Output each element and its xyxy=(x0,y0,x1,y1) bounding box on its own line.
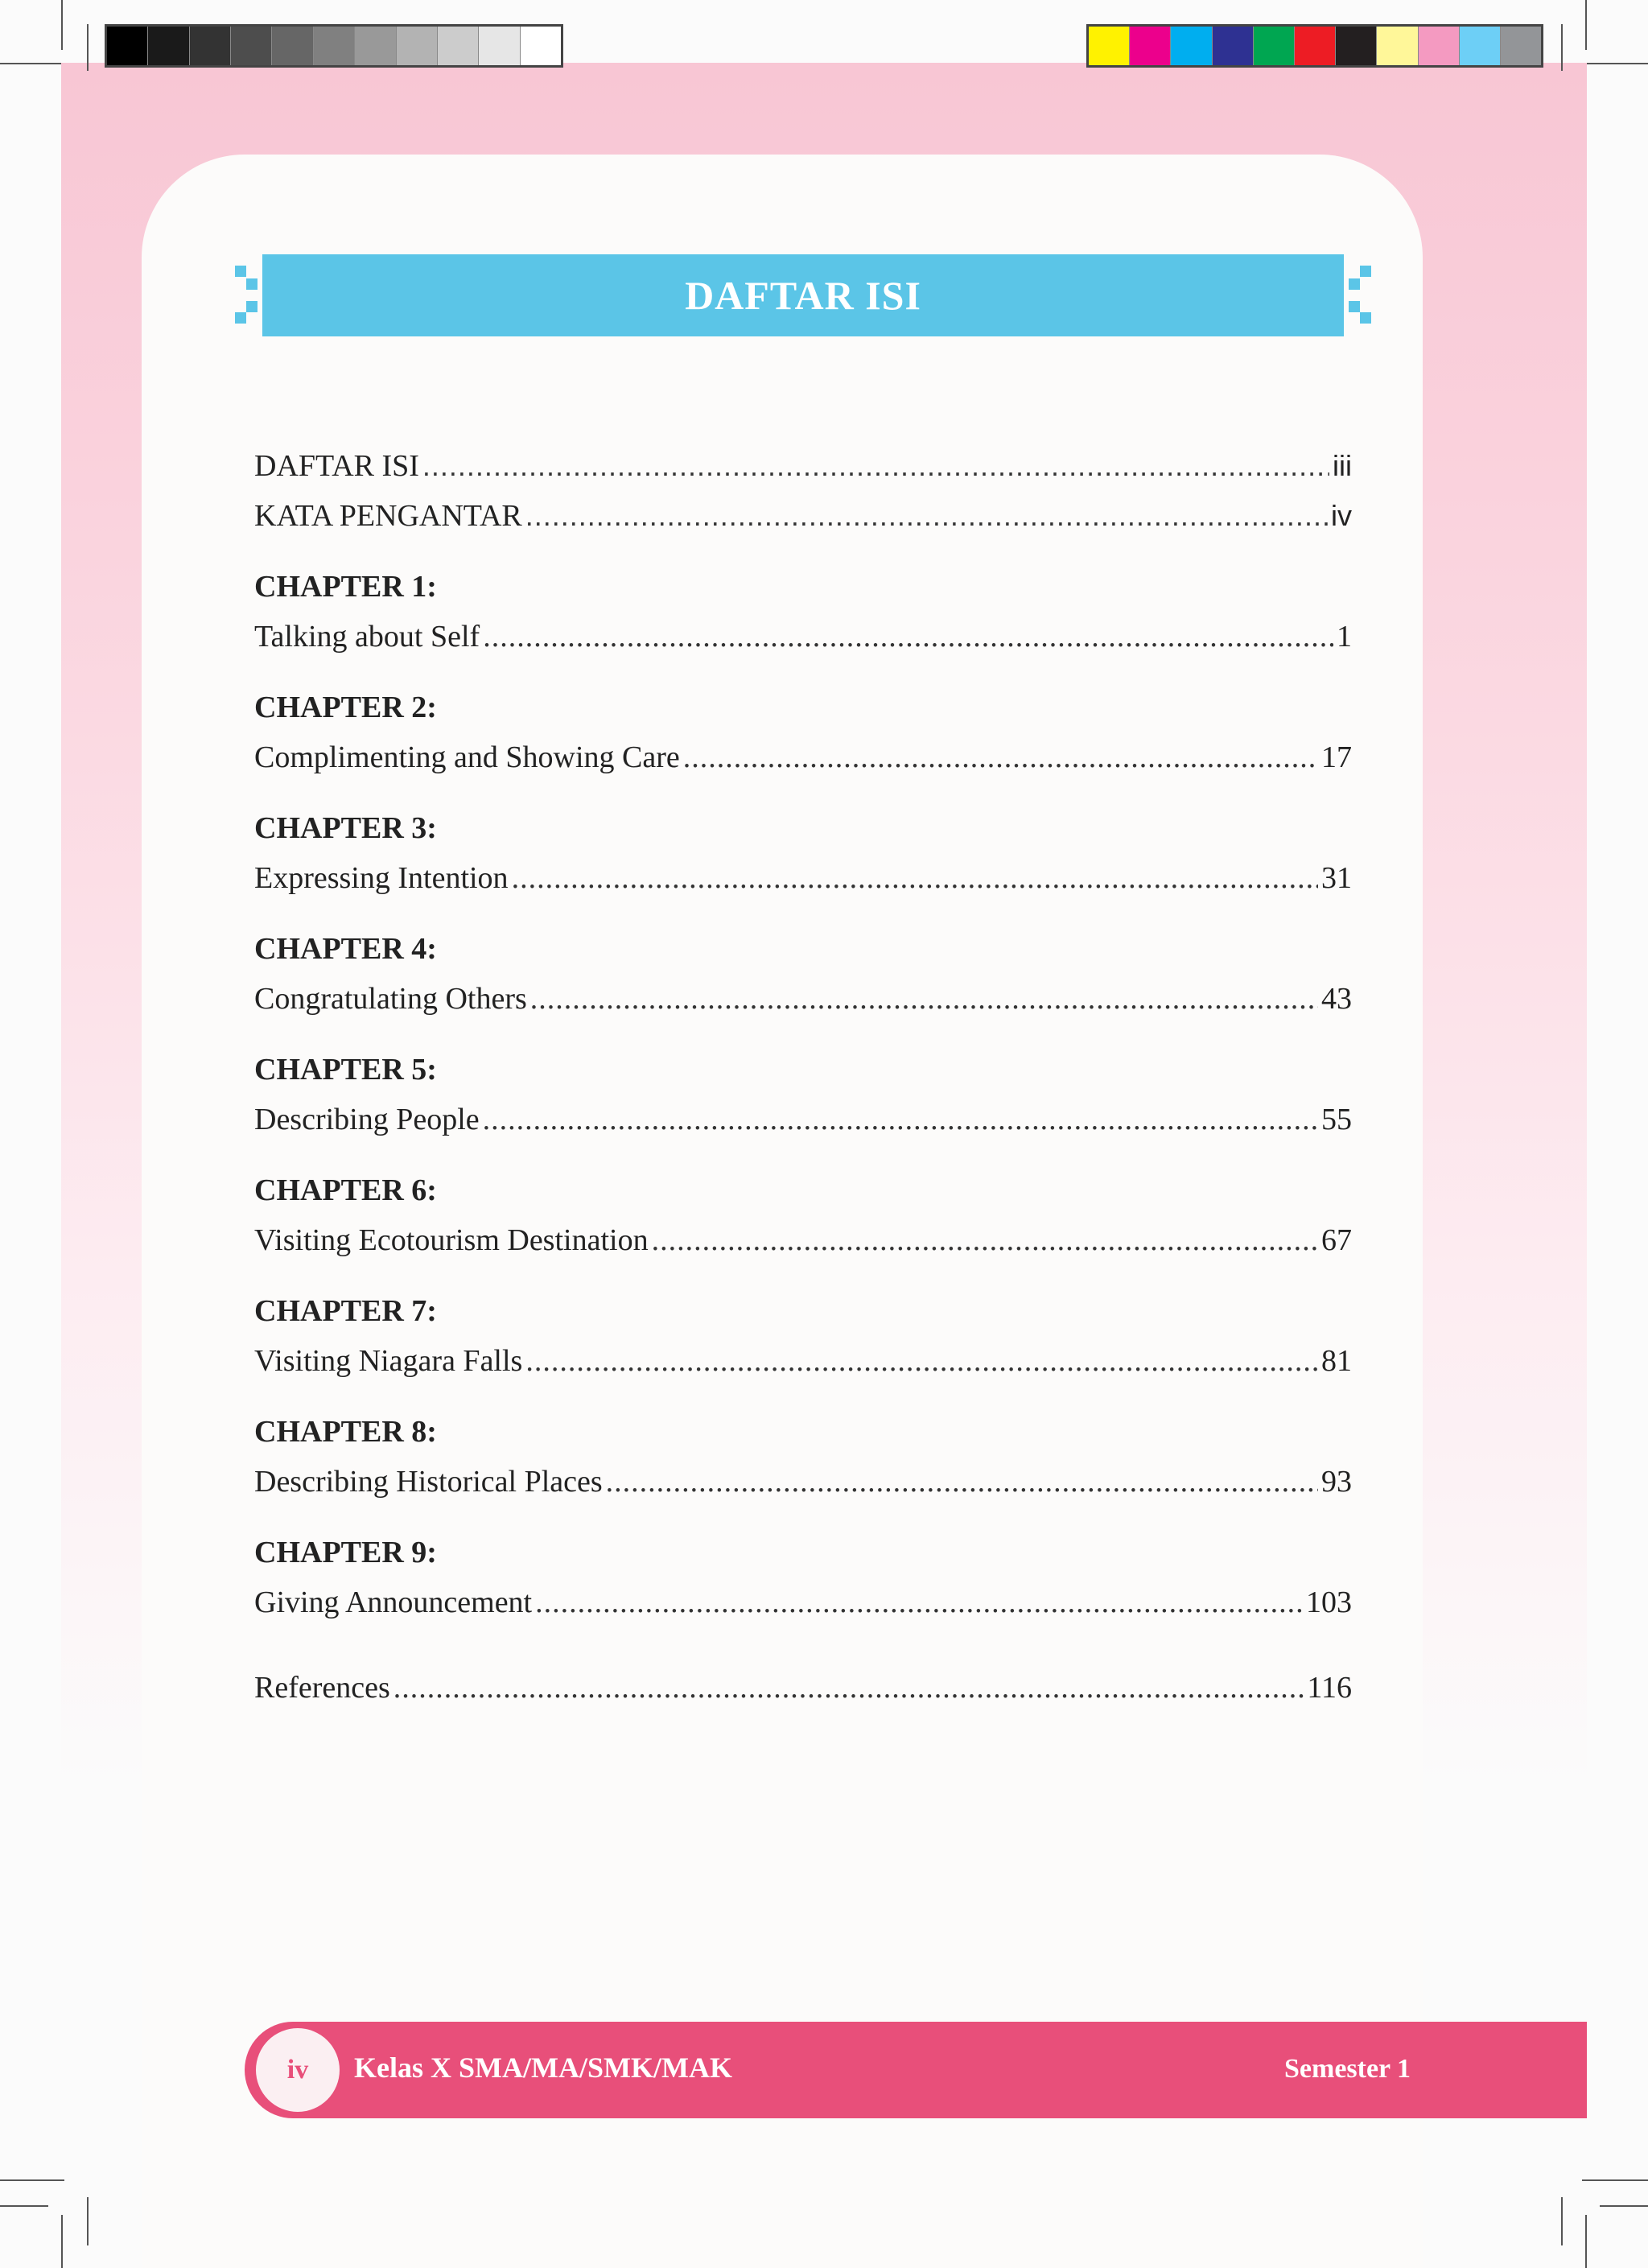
crop-mark xyxy=(0,2205,48,2207)
color-swatch xyxy=(107,27,148,65)
color-swatch xyxy=(1213,27,1254,65)
toc-entry-label: Expressing Intention xyxy=(254,861,509,895)
dot-leader xyxy=(652,1215,1318,1265)
chapter-heading: CHAPTER 3: xyxy=(254,811,437,845)
toc-entry-page: 103 xyxy=(1306,1586,1352,1619)
banner-ornament xyxy=(1360,312,1371,324)
book-title: Kelas X SMA/MA/SMK/MAK xyxy=(354,2052,732,2084)
color-swatch xyxy=(438,27,479,65)
chapter-heading: CHAPTER 5: xyxy=(254,1053,437,1087)
color-swatch xyxy=(1419,27,1460,65)
banner-ornament xyxy=(1349,301,1360,312)
dot-leader xyxy=(512,853,1318,903)
toc-entry[interactable] xyxy=(254,1215,1352,1265)
dot-leader xyxy=(535,1577,1303,1627)
toc-entry-label: Complimenting and Showing Care xyxy=(254,740,680,774)
color-swatch xyxy=(397,27,438,65)
crop-mark xyxy=(61,0,63,50)
title-banner xyxy=(262,254,1344,336)
chapter-heading: CHAPTER 2: xyxy=(254,691,437,724)
color-swatch xyxy=(1130,27,1171,65)
crop-mark xyxy=(0,63,61,64)
toc-entry[interactable] xyxy=(254,1336,1352,1386)
page-number-badge xyxy=(256,2028,340,2112)
toc-entry-label: References xyxy=(254,1671,390,1705)
crop-mark xyxy=(61,2215,63,2268)
color-swatch xyxy=(272,27,313,65)
chapter-heading: CHAPTER 6: xyxy=(254,1173,437,1207)
dot-leader xyxy=(525,491,1328,541)
toc-entry-label: Describing People xyxy=(254,1103,480,1136)
crop-mark xyxy=(1561,24,1563,71)
color-swatch xyxy=(1336,27,1377,65)
toc-entry-page: iv xyxy=(1331,499,1352,532)
color-swatch xyxy=(479,27,520,65)
chapter-list xyxy=(254,562,1352,1627)
crop-mark xyxy=(1585,2215,1587,2268)
toc-entry[interactable] xyxy=(254,612,1352,662)
banner-ornament xyxy=(246,301,258,312)
toc-entry-page: 81 xyxy=(1321,1344,1352,1378)
crop-mark xyxy=(1585,0,1587,50)
crop-mark xyxy=(1561,2197,1563,2245)
toc-entry-page: iii xyxy=(1333,449,1352,482)
page-title: DAFTAR ISI xyxy=(685,273,921,318)
toc-entry-label: Describing Historical Places xyxy=(254,1465,603,1499)
dot-leader xyxy=(483,1095,1318,1144)
dot-leader xyxy=(606,1457,1318,1507)
toc-entry[interactable] xyxy=(254,1457,1352,1507)
toc-entry[interactable] xyxy=(254,1095,1352,1144)
toc-entry[interactable] xyxy=(254,732,1352,782)
crop-mark xyxy=(87,24,89,71)
banner-ornament xyxy=(1349,278,1360,290)
page-number: iv xyxy=(286,2055,309,2084)
crop-mark xyxy=(1600,2205,1648,2207)
toc-entry-page: 43 xyxy=(1321,982,1352,1016)
toc-entry-label: Visiting Niagara Falls xyxy=(254,1344,523,1378)
toc-entry-page: 1 xyxy=(1337,620,1352,654)
dot-leader xyxy=(530,974,1318,1024)
crop-mark xyxy=(1582,2179,1648,2181)
dot-leader xyxy=(683,732,1318,782)
color-swatch xyxy=(148,27,189,65)
toc-entry-references[interactable] xyxy=(254,1663,1352,1713)
crop-mark xyxy=(0,2179,64,2181)
crop-mark xyxy=(1587,63,1648,64)
color-swatch xyxy=(1089,27,1130,65)
toc-entry-label: Visiting Ecotourism Destination xyxy=(254,1223,649,1257)
dot-leader xyxy=(525,1336,1318,1386)
crop-mark xyxy=(87,2197,89,2245)
toc-entry-label: Giving Announcement xyxy=(254,1586,533,1619)
toc-entry-page: 93 xyxy=(1321,1465,1352,1499)
color-swatch xyxy=(521,27,561,65)
toc-entry[interactable] xyxy=(254,974,1352,1024)
color-swatch xyxy=(314,27,355,65)
color-swatch xyxy=(1254,27,1295,65)
toc-entry-page: 67 xyxy=(1321,1223,1352,1257)
semester-label: Semester 1 xyxy=(1284,2054,1411,2084)
grayscale-calibration-bar xyxy=(105,24,563,68)
color-swatch xyxy=(231,27,272,65)
dot-leader xyxy=(393,1663,1304,1713)
color-calibration-bar xyxy=(1086,24,1543,68)
banner-ornament xyxy=(1360,266,1371,277)
chapter-heading: CHAPTER 8: xyxy=(254,1415,437,1449)
toc-entry-label: KATA PENGANTAR xyxy=(254,499,522,533)
color-swatch xyxy=(1295,27,1336,65)
toc-entry[interactable] xyxy=(254,491,1352,541)
toc-entry-page: 55 xyxy=(1321,1103,1352,1136)
chapter-heading: CHAPTER 7: xyxy=(254,1294,437,1328)
toc-entry-page: 31 xyxy=(1321,861,1352,895)
chapter-heading: CHAPTER 9: xyxy=(254,1536,437,1569)
toc-entry[interactable] xyxy=(254,853,1352,903)
color-swatch xyxy=(355,27,396,65)
chapter-heading: CHAPTER 4: xyxy=(254,932,437,966)
toc-entry-label: DAFTAR ISI xyxy=(254,449,419,483)
toc-entry[interactable] xyxy=(254,441,1352,491)
dot-leader xyxy=(483,612,1333,662)
table-of-contents xyxy=(254,441,1352,1713)
color-swatch xyxy=(190,27,231,65)
toc-entry-page: 17 xyxy=(1321,740,1352,774)
toc-entry-label: Talking about Self xyxy=(254,620,480,654)
banner-ornament xyxy=(246,278,258,290)
toc-entry-page: 116 xyxy=(1307,1671,1352,1705)
toc-entry-label: Congratulating Others xyxy=(254,982,527,1016)
dot-leader xyxy=(422,441,1329,491)
banner-ornament xyxy=(235,266,246,277)
banner-ornament xyxy=(235,312,246,324)
chapter-heading: CHAPTER 1: xyxy=(254,570,437,604)
toc-entry[interactable] xyxy=(254,1577,1352,1627)
color-swatch xyxy=(1377,27,1418,65)
color-swatch xyxy=(1501,27,1541,65)
color-swatch xyxy=(1171,27,1212,65)
color-swatch xyxy=(1460,27,1501,65)
